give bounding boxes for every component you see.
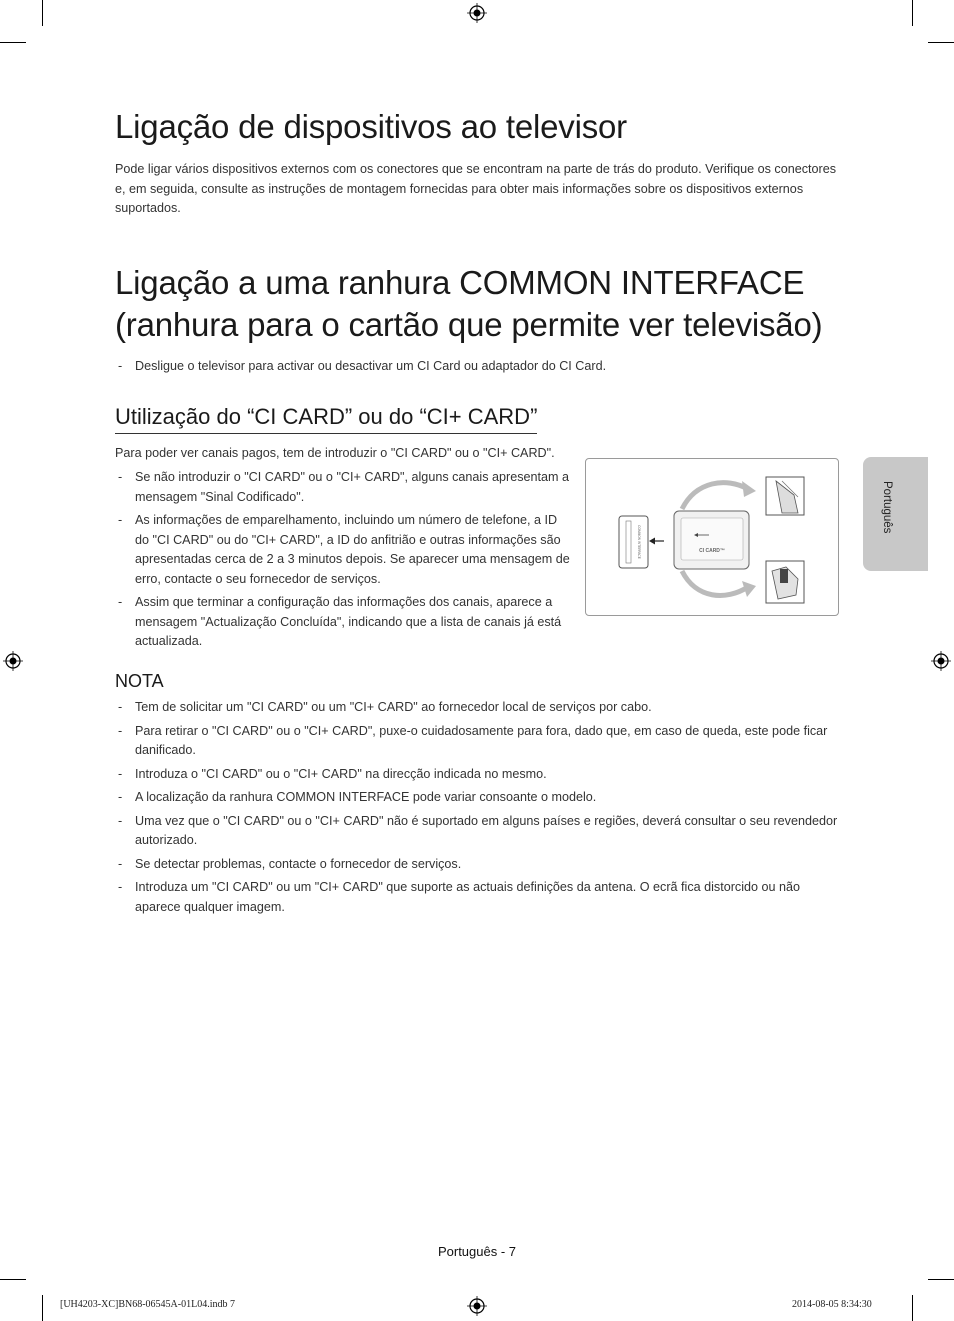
intro-paragraph: Pode ligar vários dispositivos externos com os conectores que se encontram na parte de trás do produto. Verifique os conectores e, em seguida, consulte as instruções de montagem fornecidas para obter mais informações sobre os dispositivos externos suportados. [115, 162, 837, 215]
dash-marker: - [118, 880, 123, 894]
section-title-line1: Ligação a uma ranhura COMMON INTERFACE [115, 264, 805, 301]
list-item [115, 765, 845, 785]
dash-marker: - [118, 723, 123, 738]
list-item [115, 722, 845, 761]
list-item-text: Se não introduzir o "CI CARD" ou o "CI+ CARD", alguns canais apresentam a mensagem "Sinal Codificado". [135, 470, 570, 504]
language-side-tab [863, 457, 928, 571]
list-item-text: Se detectar problemas, contacte o fornecedor de serviços. [135, 856, 462, 871]
list-item [115, 511, 573, 589]
crop-mark [928, 42, 954, 43]
crop-mark [42, 0, 43, 26]
registration-mark-icon [467, 3, 487, 23]
list-item [115, 855, 845, 875]
ci-card-list [115, 468, 573, 656]
dash-marker: - [118, 359, 123, 373]
crop-mark [928, 1279, 954, 1280]
ci-card-illustration [585, 458, 839, 616]
list-item [115, 593, 573, 652]
dash-marker: - [118, 700, 123, 714]
list-item-text: Tem de solicitar um "CI CARD" ou um "CI+ CARD" ao fornecedor local de serviços por cabo. [135, 700, 652, 714]
crop-mark [912, 0, 913, 26]
list-item-text: As informações de emparelhamento, incluindo um número de telefone, a ID do "CI CARD" ou do "CI+ CARD", a ID do anfitrião e outras informações são apresentadas cerca de 2 a 3 minutos depois. Se aparecer uma mensagem de erro, contacte o seu fornecedor de serviços. [135, 513, 570, 586]
dash-marker: - [118, 813, 123, 828]
print-slug-left: [UH4203-XC]BN68-06545A-01L04.indb 7 [60, 1299, 235, 1310]
dash-marker: - [118, 790, 123, 804]
section-title-line2: (ranhura para o cartão que permite ver televisão) [115, 306, 823, 343]
list-item-text: Para retirar o "CI CARD" ou o "CI+ CARD", puxe-o cuidadosamente para fora, dado que, em caso de queda, este pode ficar danificado. [135, 723, 828, 757]
ci-card-insertion-diagram [586, 459, 837, 614]
nota-list [115, 698, 845, 921]
dash-marker: - [118, 766, 123, 781]
crop-mark [0, 1279, 26, 1280]
list-item-text: Introduza um "CI CARD" ou um "CI+ CARD" que suporte as actuais definições da antena. O ecrã fica distorcido ou não aparece qualquer imagem. [135, 880, 801, 914]
section-title [115, 262, 822, 346]
list-item [115, 357, 845, 377]
ci-card-label: CI CARD™ [699, 548, 725, 554]
crop-mark [42, 1295, 43, 1321]
list-item [115, 698, 845, 718]
crop-mark [0, 42, 26, 43]
registration-mark-icon [467, 1296, 487, 1316]
crop-mark [912, 1295, 913, 1321]
section-note-list [115, 357, 845, 381]
dash-marker: - [118, 513, 123, 527]
list-item-text: Desligue o televisor para activar ou desactivar um CI Card ou adaptador do CI Card. [135, 359, 607, 373]
list-item-text: Assim que terminar a configuração das informações dos canais, aparece a mensagem "Actualização Concluída", indicando que a lista de canais já está actualizada. [135, 595, 562, 648]
list-item [115, 788, 845, 808]
list-item [115, 468, 573, 507]
page-title: Ligação de dispositivos ao televisor [115, 108, 627, 145]
list-item [115, 878, 845, 917]
dash-marker: - [118, 856, 123, 871]
registration-mark-icon [3, 651, 23, 671]
registration-mark-icon [931, 651, 951, 671]
list-item-text: Uma vez que o "CI CARD" ou o "CI+ CARD" não é suportado em alguns países e regiões, deverá consultar o seu revendedor autorizado. [135, 813, 838, 847]
ci-card-intro: Para poder ver canais pagos, tem de introduzir o "CI CARD" ou o "CI+ CARD". [115, 446, 555, 460]
nota-heading: NOTA [115, 671, 164, 691]
side-tab-label: Português [881, 481, 893, 534]
list-item-text: Introduza o "CI CARD" ou o "CI+ CARD" na direcção indicada no mesmo. [135, 766, 547, 781]
dash-marker: - [118, 470, 123, 484]
list-item-text: A localização da ranhura COMMON INTERFACE pode variar consoante o modelo. [135, 790, 597, 804]
print-slug-right: 2014-08-05 8:34:30 [792, 1299, 872, 1310]
dash-marker: - [118, 595, 123, 609]
slot-label: COMMON INTERFACE [637, 525, 641, 559]
list-item [115, 812, 845, 851]
page-number: Português - 7 [437, 1244, 517, 1259]
ci-card-heading: Utilização do “CI CARD” ou do “CI+ CARD” [115, 404, 537, 434]
